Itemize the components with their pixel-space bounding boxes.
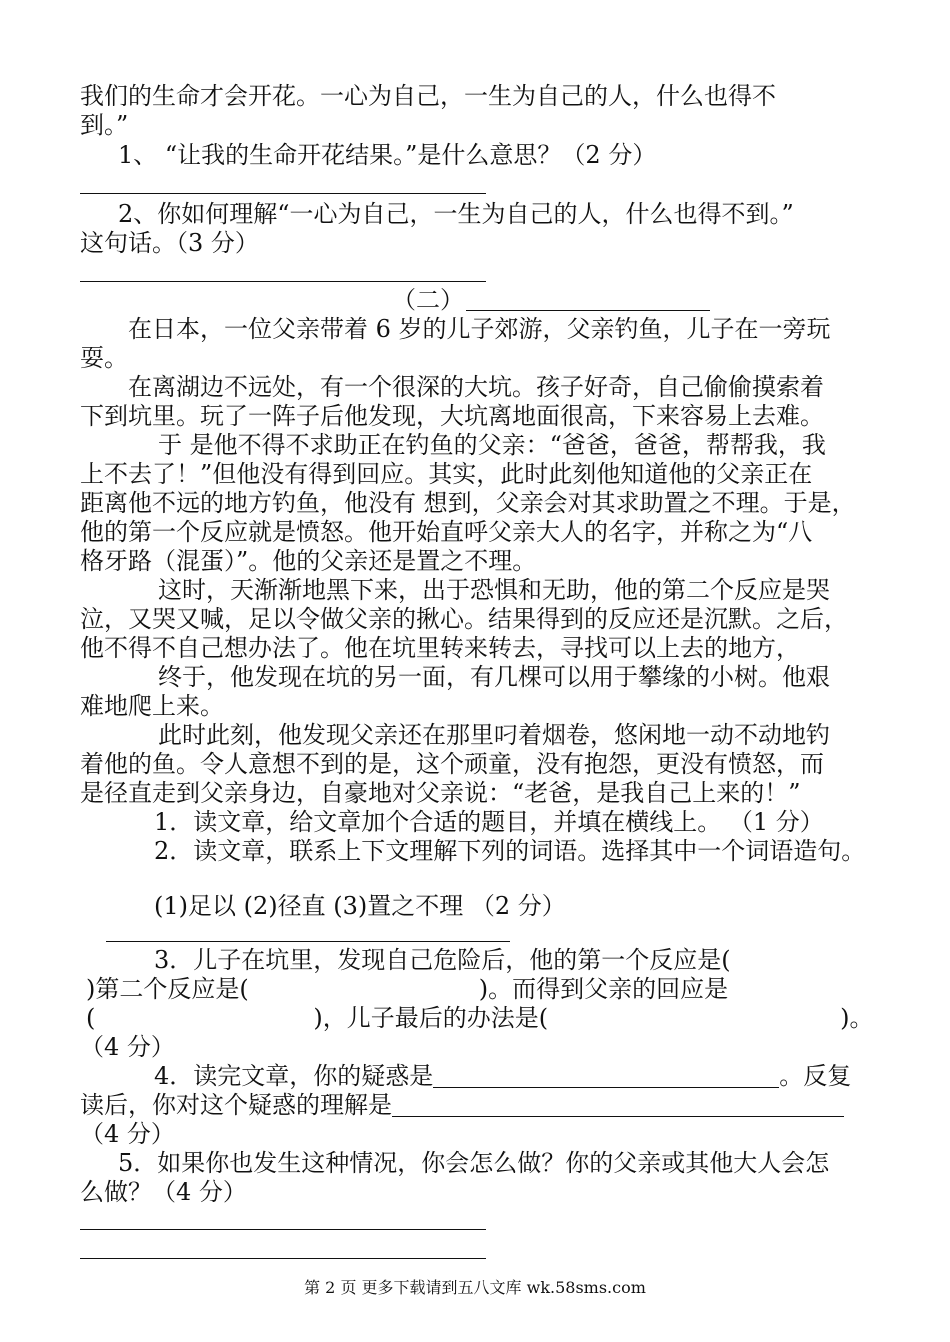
answer-line	[80, 1229, 486, 1230]
passage-line: 是径直走到父亲身边，自豪地对父亲说：“老爸，是我自己上来的！”	[80, 779, 801, 807]
passage-line: 格牙路（混蛋）”。他的父亲还是置之不理。	[80, 547, 537, 575]
passage-line: 泣，又哭又喊，足以令做父亲的揪心。结果得到的反应还是沉默。之后，	[80, 605, 848, 633]
text-line: 到。”	[80, 111, 129, 139]
answer-line	[80, 1258, 486, 1259]
passage-line: 于 是他不得不求助正在钓鱼的父亲：“爸爸，爸爸，帮帮我，我	[158, 431, 826, 459]
passage-line: 在离湖边不远处，有一个很深的大坑。孩子好奇，自己偷偷摸索着	[128, 373, 824, 401]
answer-line	[106, 941, 510, 942]
answer-line	[392, 1092, 844, 1117]
answer-line	[80, 281, 486, 282]
question-3-line	[86, 1004, 873, 1032]
passage-line: 终于，他发现在坑的另一面，有几棵可以用于攀缘的小树。他艰	[158, 663, 830, 691]
text-fragment: )。	[840, 1004, 874, 1032]
passage-line: 难地爬上来。	[80, 692, 224, 720]
passage-line: 下到坑里。玩了一阵子后他发现，大坑离地面很高，下来容易上去难。	[80, 402, 824, 430]
question-3-line	[86, 975, 728, 1003]
question-5: 5．如果你也发生这种情况，你会怎么做？你的父亲或其他大人会怎	[118, 1149, 830, 1177]
section-heading: （二）	[392, 286, 464, 314]
answer-line	[80, 193, 486, 194]
text-fragment: (	[86, 1004, 96, 1032]
passage-line: 他的第一个反应就是愤怒。他开始直呼父亲大人的名字，并称之为“八	[80, 518, 813, 546]
text-line: 我们的生命才会开花。一心为自己，一生为自己的人，什么也得不	[80, 82, 776, 110]
answer-line	[433, 1063, 779, 1088]
passage-line: 着他的鱼。令人意想不到的是，这个顽童，没有抱怨，更没有愤怒，而	[80, 750, 824, 778]
text-line: 么做？（4 分）	[80, 1178, 247, 1206]
page-footer: 第 2 页 更多下载请到五八文库 wk.58sms.com	[304, 1278, 646, 1297]
score-text: （4 分）	[80, 1120, 175, 1148]
passage-line: 耍。	[80, 344, 128, 372]
word-options: (1)足以 (2)径直 (3)置之不理 （2 分）	[154, 892, 566, 920]
title-blank-line	[466, 310, 710, 311]
passage-line: 在日本，一位父亲带着 6 岁的儿子郊游，父亲钓鱼，儿子在一旁玩	[128, 315, 831, 343]
passage-line: 距离他不远的地方钓鱼，他没有 想到，父亲会对其求助置之不理。于是，	[80, 489, 856, 517]
score-text: （4 分）	[80, 1033, 175, 1061]
question-1: 1．读文章，给文章加个合适的题目，并填在横线上。 （1 分）	[154, 808, 824, 836]
text-fragment: 读后，你对这个疑惑的理解是	[80, 1091, 392, 1119]
passage-line: 此时此刻，他发现父亲还在那里叼着烟卷，悠闲地一动不动地钓	[158, 721, 830, 749]
passage-line: 上不去了！”但他没有得到回应。其实，此时此刻他知道他的父亲正在	[80, 460, 813, 488]
text-fragment: 。反复	[779, 1062, 852, 1090]
text-fragment: )，儿子最后的办法是(	[313, 1004, 549, 1032]
question-2: 2、你如何理解“一心为自己，一生为自己的人，什么也得不到。”	[118, 200, 794, 228]
question-1: 1、 “让我的生命开花结果。”是什么意思？（2 分）	[118, 141, 657, 169]
question-3: 3．儿子在坑里，发现自己危险后，他的第一个反应是(	[154, 946, 731, 974]
text-fragment: 4．读完文章，你的疑惑是	[154, 1062, 434, 1090]
passage-line: 他不得不自己想办法了。他在坑里转来转去，寻找可以上去的地方，	[80, 634, 800, 662]
question-4-line	[80, 1091, 844, 1119]
text-line: 这句话。（3 分）	[80, 229, 259, 257]
text-fragment: )第二个反应是(	[86, 975, 249, 1003]
question-2: 2．读文章，联系上下文理解下列的词语。选择其中一个词语造句。	[154, 837, 866, 865]
passage-line: 这时，天渐渐地黑下来，出于恐惧和无助，他的第二个反应是哭	[158, 576, 830, 604]
question-4-line	[154, 1062, 851, 1090]
text-fragment: )。而得到父亲的回应是	[478, 975, 729, 1003]
